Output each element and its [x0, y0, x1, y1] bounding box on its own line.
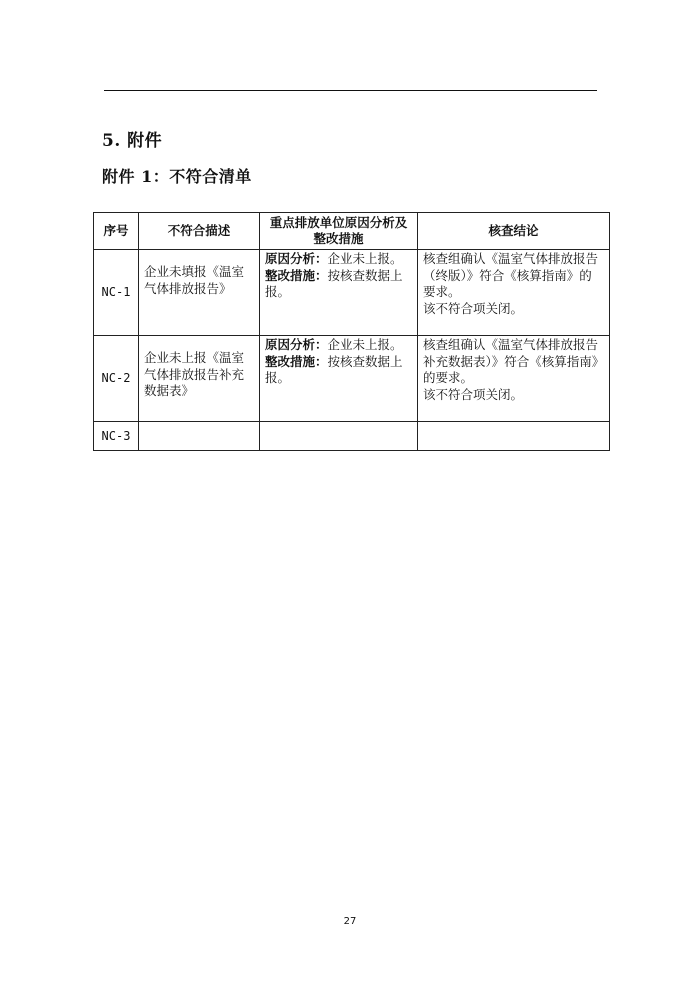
table-row — [94, 336, 610, 422]
row-cause-measures — [260, 422, 418, 451]
row-id: NC-2 — [94, 336, 139, 422]
measure-text: 按核查数据上报。 — [265, 267, 403, 299]
header-description: 不符合描述 — [139, 213, 260, 250]
row-conclusion — [418, 422, 610, 451]
row-conclusion — [418, 336, 610, 422]
row-id: NC-3 — [94, 422, 139, 451]
row-cause-measures — [260, 336, 418, 422]
conclusion-text: 核查组确认《温室气体排放报告补充数据表）》符合《核算指南》的要求。 — [423, 337, 599, 385]
row-description: 企业未填报《温室气体排放报告》 — [139, 250, 260, 336]
row-description: 企业未上报《温室气体排放报告补充数据表》 — [139, 336, 260, 422]
row-id: NC-1 — [94, 250, 139, 336]
page-number: 27 — [343, 916, 357, 927]
header-rule — [104, 90, 597, 91]
nonconformity-table — [93, 212, 610, 451]
section-title: 5. 附件 — [102, 131, 163, 151]
measure-text: 按核查数据上报。 — [265, 353, 403, 385]
header-serial: 序号 — [94, 213, 139, 250]
cause-label: 原因分析： — [265, 251, 328, 266]
cause-label: 原因分析： — [265, 337, 328, 352]
conclusion-closed: 该不符合项关闭。 — [423, 386, 524, 402]
header-cause-measures: 重点排放单位原因分析及整改措施 — [260, 213, 418, 250]
table-row — [94, 250, 610, 336]
cause-text: 企业未上报。 — [327, 251, 403, 266]
table-row — [94, 422, 610, 451]
measure-label: 整改措施： — [265, 353, 328, 369]
header-conclusion: 核查结论 — [418, 213, 610, 250]
cause-text: 企业未上报。 — [327, 337, 403, 352]
row-description — [139, 422, 260, 451]
row-cause-measures — [260, 250, 418, 336]
measure-label: 整改措施： — [265, 267, 328, 283]
conclusion-text: 核查组确认《温室气体排放报告（终版）》符合《核算指南》的要求。 — [423, 251, 599, 299]
table-header-row — [94, 213, 610, 250]
row-conclusion — [418, 250, 610, 336]
annex-title: 附件 1：不符合清单 — [102, 167, 252, 186]
conclusion-closed: 该不符合项关闭。 — [423, 300, 524, 316]
